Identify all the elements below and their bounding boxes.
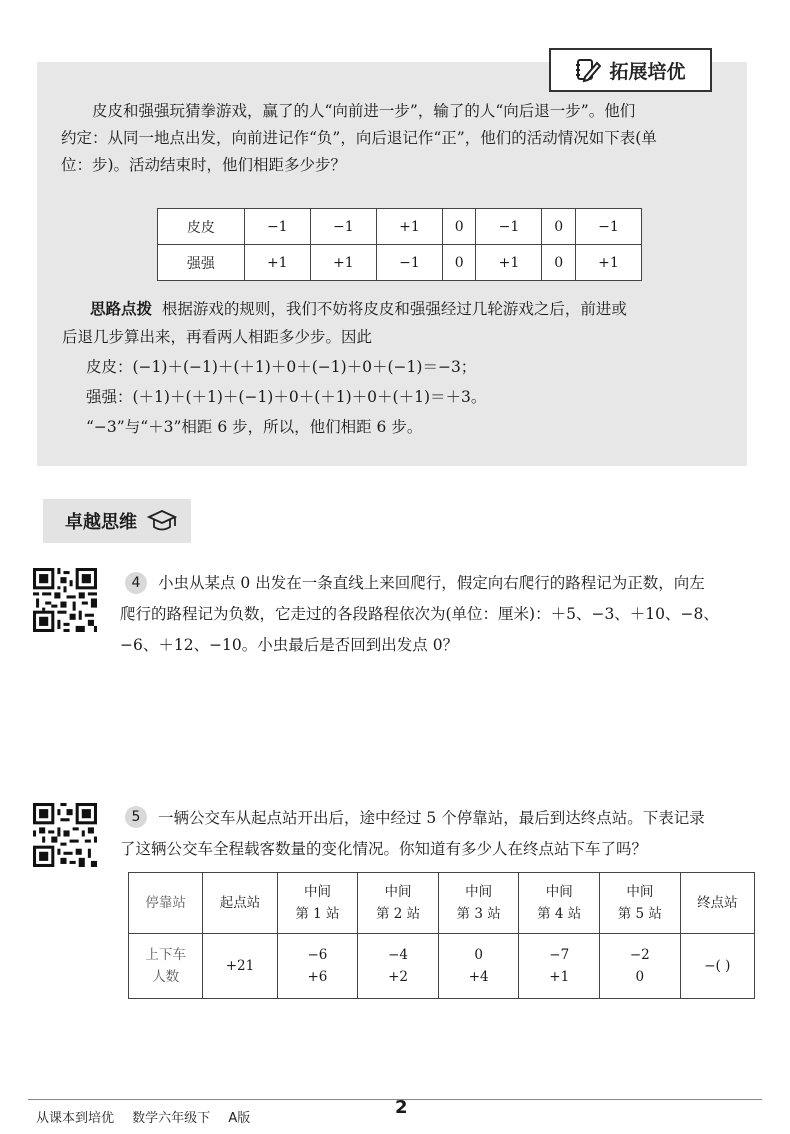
qr-code-icon [33,568,97,632]
solution-text: 后退几步算出来，再看两人相距多少步。因此 [62,328,373,346]
qr-code-icon [33,803,97,867]
table-cell: 上下车 人数 [129,934,203,999]
table-row [158,209,642,245]
footer-edition: A版 [228,1111,251,1126]
section-header [43,499,191,543]
table-row [129,873,755,934]
question-5 [120,803,745,865]
question-line: 爬行的路程记为负数，它走过的各段路程依次为(单位：厘米)：＋5、−3、＋10、−8、 [120,605,719,623]
solution-conclusion: “−3”与“＋3”相距 6 步，所以，他们相距 6 步。 [86,418,423,436]
question-number: 4 [125,572,147,594]
table-row [158,245,642,281]
table-cell: 终点站 [680,873,754,934]
table-cell: −2 0 [600,934,681,999]
question-line: 一辆公交车从起点站开出后，途中经过 5 个停靠站，最后到达终点站。下表记录 [158,809,705,827]
table-cell: −1 [376,245,442,281]
intro-paragraph [61,98,731,179]
table-cell: +21 [203,934,277,999]
page-number: 2 [395,1097,408,1118]
table-row [129,934,755,999]
solution-hint [62,295,734,351]
table-cell: −1 [244,209,310,245]
table-cell: 强强 [158,245,245,281]
bus-table [128,872,755,999]
footer-subject: 数学六年级下 [132,1111,211,1126]
question-4 [120,568,745,661]
table-cell: −7 +1 [519,934,600,999]
question-line: −6、＋12、−10。小虫最后是否回到出发点 0？ [120,636,459,654]
table-cell: 0 [542,245,575,281]
table-cell: −1 [575,209,641,245]
table-cell: 皮皮 [158,209,245,245]
table-cell: +1 [376,209,442,245]
solution-equation-pipi: 皮皮：(−1)＋(−1)＋(＋1)＋0＋(−1)＋0＋(−1)＝−3； [86,358,477,376]
extension-tag [549,48,712,92]
table-cell: +1 [575,245,641,281]
solution-text: 根据游戏的规则，我们不妨将皮皮和强强经过几轮游戏之后，前进或 [161,300,627,318]
question-line: 小虫从某点 0 出发在一条直线上来回爬行，假定向右爬行的路程记为正数，向左 [158,574,705,592]
table-cell: 中间 第 4 站 [519,873,600,934]
question-line: 了这辆公交车全程载客数量的变化情况。你知道有多少人在终点站下车了吗？ [120,840,648,858]
intro-line: 位：步)。活动结束时，他们相距多少步？ [61,156,347,174]
table-cell: +1 [310,245,376,281]
table-cell: −4 +2 [358,934,439,999]
graduation-cap-icon [147,508,177,534]
table-cell: −1 [476,209,542,245]
table-cell: 0 +4 [438,934,519,999]
table-cell: +1 [476,245,542,281]
pencil-note-icon [575,57,601,83]
intro-line: 约定：从同一地点出发，向前进记作“负”，向后退记作“正”，他们的活动情况如下表(单 [61,129,657,147]
table-cell: 中间 第 2 站 [358,873,439,934]
question-number: 5 [125,806,147,828]
table-cell: 起点站 [203,873,277,934]
footer [36,1107,264,1126]
extension-tag-label: 拓展培优 [609,60,686,83]
table-cell: 0 [443,209,476,245]
table-cell: 中间 第 3 站 [438,873,519,934]
table-cell: −1 [310,209,376,245]
intro-line: 皮皮和强强玩猜拳游戏，赢了的人“向前进一步”，输了的人“向后退一步”。他们 [92,102,636,120]
footer-book: 从课本到培优 [36,1111,115,1126]
table-cell: 中间 第 1 站 [277,873,358,934]
table-cell: −( ) [680,934,754,999]
table-cell: −6 +6 [277,934,358,999]
table-cell: +1 [244,245,310,281]
solution-equation-qiangqiang: 强强：(＋1)＋(＋1)＋(−1)＋0＋(＋1)＋0＋(＋1)＝＋3。 [86,388,487,406]
section-title: 卓越思维 [65,512,137,533]
table-cell: 停靠站 [129,873,203,934]
table-cell: 0 [542,209,575,245]
game-table [157,208,642,281]
solution-title: 思路点拨 [90,300,153,318]
table-cell: 0 [443,245,476,281]
table-cell: 中间 第 5 站 [600,873,681,934]
